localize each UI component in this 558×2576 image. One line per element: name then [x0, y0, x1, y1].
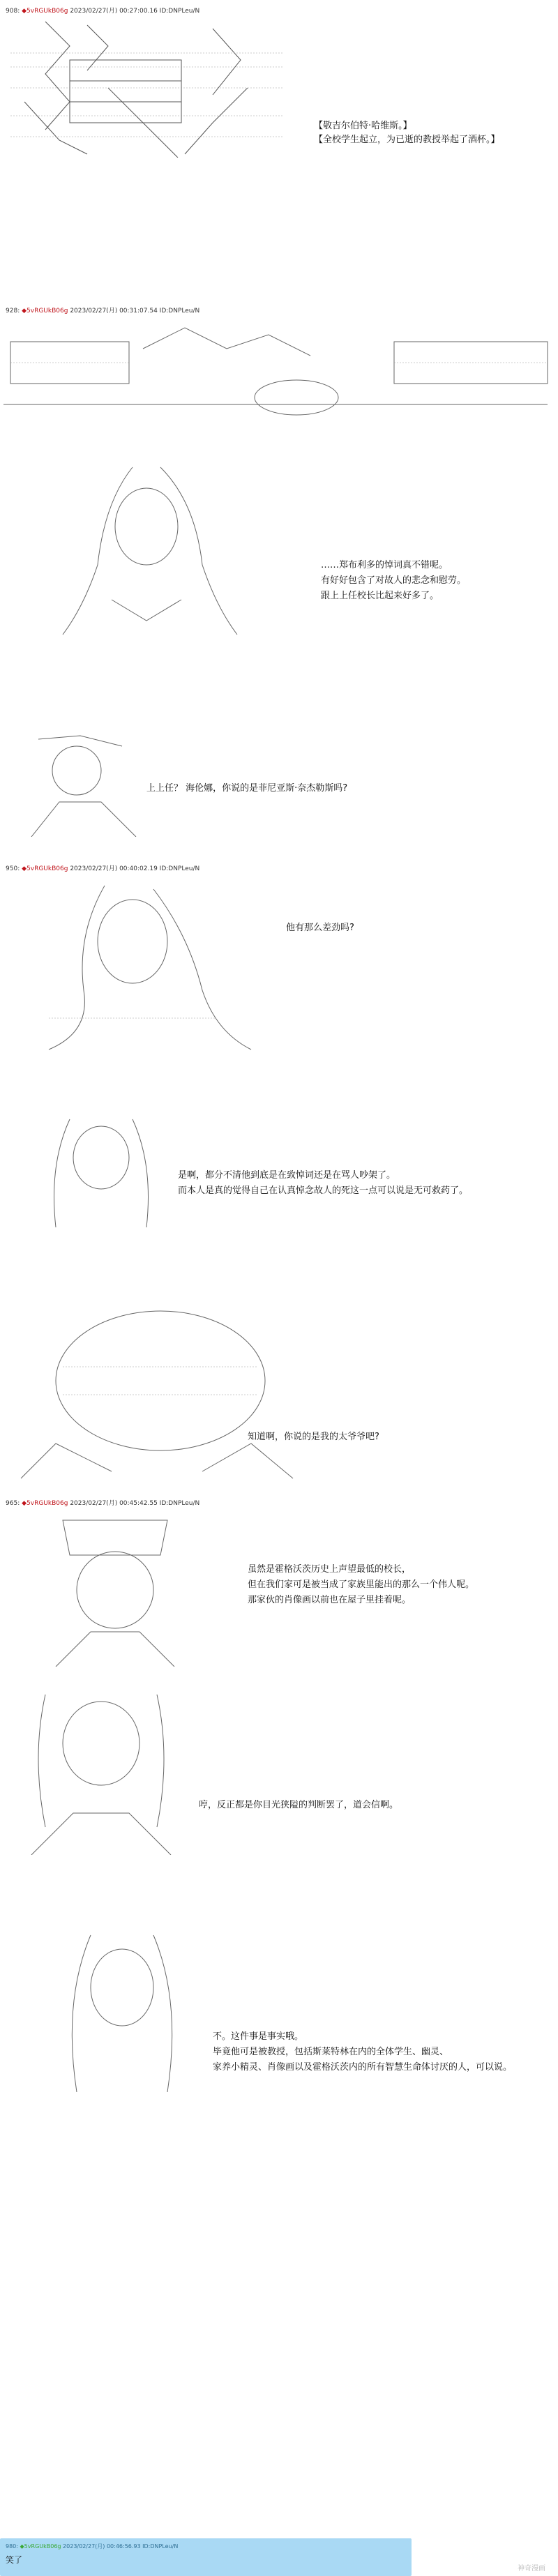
- dialogue-helena-2: 有好好包含了对故人的悲念和慰劳。: [321, 575, 467, 586]
- poster-name[interactable]: ◆5vRGUkB06g: [22, 8, 68, 15]
- ascii-art-ghost-helena: [42, 460, 251, 642]
- dialogue-student-5: 但在我们家可是被当成了家族里能出的那么一个伟人呢。: [248, 1579, 475, 1590]
- reply-poster-name[interactable]: ◆5vRGUkB06g: [20, 2543, 61, 2550]
- ascii-art-rival-student: [17, 1688, 185, 1855]
- dialogue-helena-8: 家养小精灵、肖像画以及霍格沃茨内的所有智慧生命体讨厌的人，可以说。: [213, 2062, 513, 2073]
- poster-name[interactable]: ◆5vRGUkB06g: [22, 1500, 68, 1507]
- ascii-art-student-talking: [42, 1513, 188, 1667]
- ascii-art-banquet-hall: [3, 321, 555, 425]
- dialogue-student-4: 虽然是霍格沃茨历史上声望最低的校长，: [248, 1564, 412, 1575]
- ascii-art-student: [17, 732, 143, 837]
- post-header: 950: ◆5vRGUkB06g 2023/02/27(月) 00:40:02.19 ID:DNPLeu/N: [6, 865, 200, 872]
- dialogue-student-2: 他有那么差劲吗?: [286, 923, 354, 933]
- dialogue-helena-1: ……郑布利多的悼词真不错呢。: [321, 560, 448, 570]
- ascii-art-great-hall: [3, 18, 289, 158]
- ascii-art-helena-side: [28, 1116, 174, 1227]
- ascii-art-student-closeup: [14, 1304, 300, 1485]
- dialogue-toast-1: 【敬吉尔伯特·哈维斯。】: [314, 121, 412, 131]
- watermark: 神奇漫画: [518, 2565, 545, 2573]
- dialogue-student-3: 知道啊，你说的是我的太爷爷吧?: [248, 1432, 379, 1442]
- dialogue-helena-6: 不。这件事是事实哦。: [213, 2031, 304, 2042]
- post-header: 908: ◆5vRGUkB06g 2023/02/27(月) 00:27:00.16 ID:DNPLeu/N: [6, 8, 200, 15]
- dialogue-helena-7: 毕竟他可是被教授，包括斯莱特林在内的全体学生、幽灵、: [213, 2047, 449, 2057]
- dialogue-toast-2: 【全校学生起立，为已逝的教授举起了酒杯。】: [314, 135, 500, 145]
- poster-name[interactable]: ◆5vRGUkB06g: [22, 865, 68, 872]
- dialogue-rival-1: 哼，反正都是你目光狭隘的判断罢了，道会信啊。: [199, 1800, 399, 1810]
- ascii-art-helena-final: [42, 1932, 202, 2092]
- dialogue-helena-4: 是啊，都分不清他到底是在致悼词还是在骂人吵架了。: [178, 1170, 396, 1181]
- reply-header: 980: ◆5vRGUkB06g 2023/02/27(月) 00:46:56.93 ID:DNPLeu/N: [6, 2543, 179, 2550]
- dialogue-student-6: 那家伙的肖像画以前也在屋子里挂着呢。: [248, 1595, 412, 1605]
- poster-name[interactable]: ◆5vRGUkB06g: [22, 308, 68, 315]
- dialogue-helena-3: 跟上上任校长比起来好多了。: [321, 591, 439, 601]
- dialogue-helena-5: 而本人是真的觉得自己在认真悼念故人的死这一点可以说是无可救药了。: [178, 1185, 469, 1196]
- post-header: 928: ◆5vRGUkB06g 2023/02/27(月) 00:31:07.54 ID:DNPLeu/N: [6, 308, 200, 315]
- dialogue-student-1: 上上任？ 海伦娜，你说的是菲尼亚斯·奈杰勒斯吗?: [146, 783, 348, 794]
- post-header: 965: ◆5vRGUkB06g 2023/02/27(月) 00:45:42.55 ID:DNPLeu/N: [6, 1500, 200, 1507]
- ascii-art-ghost-profile: [7, 879, 258, 1053]
- reply-text: 笑了: [6, 2555, 23, 2565]
